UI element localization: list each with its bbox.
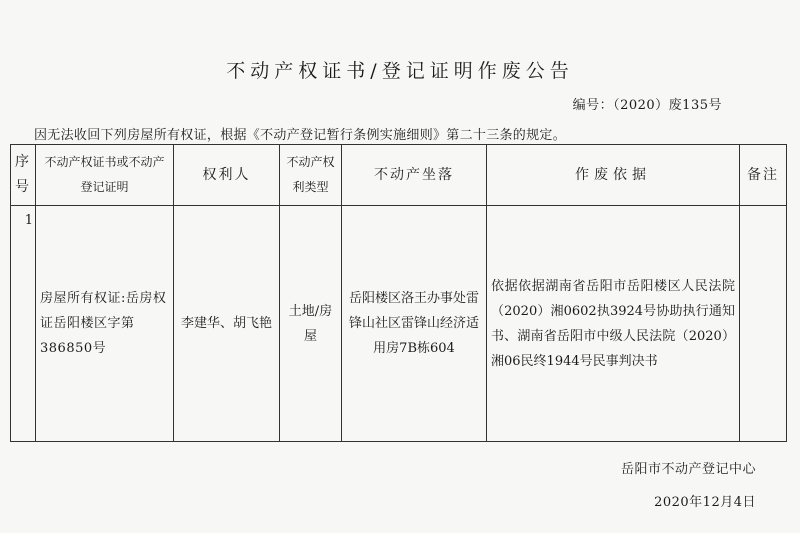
cell-holder: 李建华、胡飞艳 (174, 206, 280, 442)
header-location: 不动产坐落 (342, 145, 487, 206)
header-certificate: 不动产权证书或不动产登记证明 (36, 145, 174, 206)
cell-seq: 1 (11, 206, 36, 442)
document-number: 编号：（2020）废135号 (572, 98, 722, 113)
cell-basis: 依据依据湖南省岳阳市岳阳楼区人民法院（2020）湘0602执3924号协助执行通知书、湖南省岳阳市中级人民法院（2020）湘06民终1944号民事判决书 (487, 206, 740, 442)
header-seq: 序号 (11, 145, 36, 206)
void-certificate-table (10, 144, 787, 442)
header-remarks: 备注 (740, 145, 787, 206)
intro-paragraph: 因无法收回下列房屋所有权证，根据《不动产登记暂行条例实施细则》第二十三条的规定。 (34, 128, 567, 143)
cell-right-type: 土地/房屋 (280, 206, 342, 442)
cell-certificate: 房屋所有权证:岳房权证岳阳楼区字第386850号 (36, 206, 174, 442)
header-basis: 作废依据 (487, 145, 740, 206)
table-row (11, 206, 787, 442)
page-title: 不动产权证书/登记证明作废公告 (226, 60, 574, 82)
issue-date: 2020年12月4日 (654, 495, 756, 510)
cell-remarks (740, 206, 787, 442)
header-holder: 权利人 (174, 145, 280, 206)
table-header-row (11, 145, 787, 206)
cell-location: 岳阳楼区洛王办事处雷锋山社区雷锋山经济适用房7B栋604 (342, 206, 487, 442)
header-right-type: 不动产权利类型 (280, 145, 342, 206)
issuing-organization: 岳阳市不动产登记中心 (620, 462, 756, 477)
